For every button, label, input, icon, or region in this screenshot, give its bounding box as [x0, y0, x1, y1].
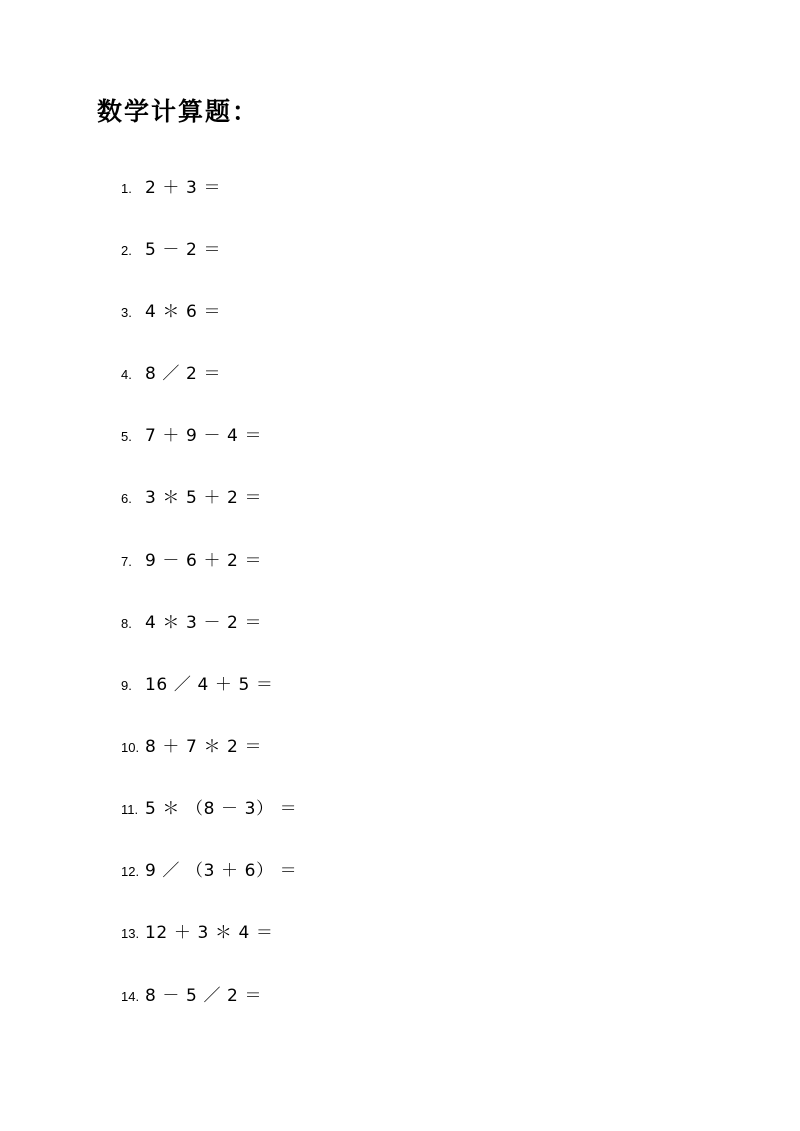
problem-expression: 16 ／ 4 ＋ 5 ＝ — [145, 675, 274, 695]
list-item — [121, 421, 262, 449]
problem-expression: 7 ＋ 9 － 4 ＝ — [145, 426, 263, 446]
list-item — [121, 856, 297, 884]
list-item — [121, 918, 273, 946]
problem-expression: 8 － 5 ／ 2 ＝ — [145, 986, 263, 1006]
problem-expression: 12 ＋ 3 ＊ 4 ＝ — [145, 923, 274, 943]
problem-expression: 2 ＋ 3 ＝ — [145, 178, 222, 198]
problem-expression: 4 ＊ 6 ＝ — [145, 302, 222, 322]
list-item — [121, 235, 221, 263]
problem-number: 7. — [121, 554, 132, 569]
problem-expression: 8 ＋ 7 ＊ 2 ＝ — [145, 737, 263, 757]
list-item — [121, 173, 221, 201]
list-item — [121, 297, 221, 325]
list-item — [121, 546, 262, 574]
problem-number: 6. — [121, 491, 132, 506]
problem-number: 13. — [121, 926, 140, 941]
list-item — [121, 794, 297, 822]
page-title: 数学计算题： — [97, 97, 260, 126]
problem-number: 3. — [121, 305, 132, 320]
problem-number: 2. — [121, 243, 132, 258]
problem-expression: 5 － 2 ＝ — [145, 240, 222, 260]
problem-expression: 8 ／ 2 ＝ — [145, 364, 222, 384]
problem-number: 14. — [121, 989, 140, 1004]
problem-number: 1. — [121, 181, 132, 196]
problem-number: 11. — [121, 802, 139, 817]
problem-expression: 3 ＊ 5 ＋ 2 ＝ — [145, 488, 263, 508]
problem-number: 4. — [121, 367, 132, 382]
problem-expression: 9 ／ （3 ＋ 6） ＝ — [145, 861, 298, 881]
problem-expression: 5 ＊ （8 － 3） ＝ — [145, 799, 298, 819]
list-item — [121, 608, 262, 636]
problem-number: 8. — [121, 616, 132, 631]
list-item — [121, 732, 262, 760]
problem-expression: 4 ＊ 3 － 2 ＝ — [145, 613, 263, 633]
list-item — [121, 981, 262, 1009]
list-item — [121, 670, 273, 698]
list-item — [121, 483, 262, 511]
problem-number: 12. — [121, 864, 140, 879]
problem-number: 10. — [121, 740, 140, 755]
problem-number: 9. — [121, 678, 132, 693]
problem-expression: 9 － 6 ＋ 2 ＝ — [145, 551, 263, 571]
list-item — [121, 359, 221, 387]
problem-number: 5. — [121, 429, 132, 444]
